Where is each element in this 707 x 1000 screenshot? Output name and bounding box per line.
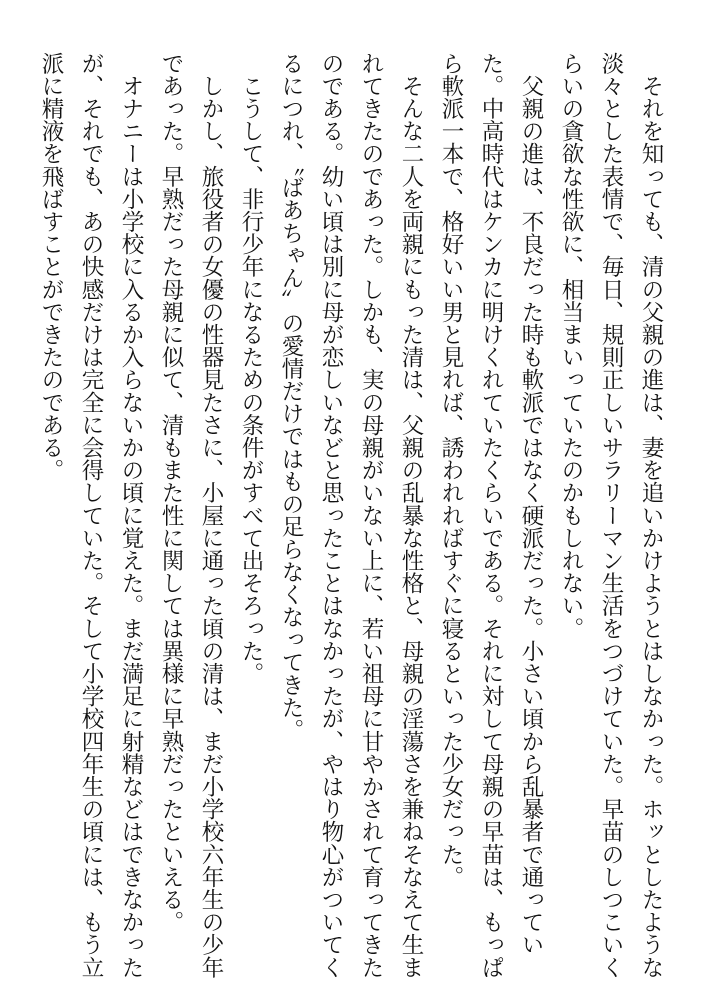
vertical-text-body [31, 52, 671, 977]
text-line: ら軟派一本で、格好いい男と見れば、誘われればすぐに寝るといった少女だった。 [438, 52, 464, 889]
text-line: であった。早熟だった母親に似て、清もまた性に関しては異様に早熟だったといえる。 [158, 52, 184, 934]
text-line: それを知っても、清の父親の進は、妻を追いかけようとはしなかった。ホッとしたような [638, 52, 664, 979]
text-line: 淡々とした表情で、毎日、規則正しいサラリーマン生活をつづけていた。早苗のしつこいく [598, 52, 624, 979]
text-line: が、それでも、あの快感だけは完全に会得していた。そして小学校四年生の頃には、もう立 [78, 52, 104, 979]
text-line: らいの貪欲な性欲に、相当まいっていたのかもしれない。 [558, 52, 584, 640]
text-line: た。中高時代はケンカに明けくれていたくらいである。それに対して母親の早苗は、もっぱ [478, 52, 504, 979]
text-line: オナニーは小学校に入るか入らないかの頃に覚えた。まだ満足に射精などはできなかった [118, 52, 144, 979]
text-line: 派に精液を飛ばすことができたのである。 [38, 52, 64, 482]
text-line: れてきたのであった。しかも、実の母親がいない上に、若い祖母に甘やかされて育ってきた [358, 52, 384, 979]
text-line: しかし、旅役者の女優の性器見たさに、小屋に通った頃の清は、まだ小学校六年生の少年 [198, 52, 224, 979]
text-line: るにつれ、〝ばあちゃん〟の愛情だけではもの足らなくなってきた。 [278, 52, 304, 742]
text-line: 父親の進は、不良だった時も軟派ではなく硬派だった。小さい頃から乱暴者で通ってい [518, 52, 544, 956]
text-line: のである。幼い頃は別に母が恋しいなどと思ったことはなかったが、やはり物心がついてく [318, 52, 344, 979]
text-line: そんな二人を両親にもった清は、父親の乱暴な性格と、母親の淫蕩さを兼ねそなえて生ま [398, 52, 424, 979]
text-line: こうして、非行少年になるための条件がすべて出そろった。 [238, 52, 264, 685]
